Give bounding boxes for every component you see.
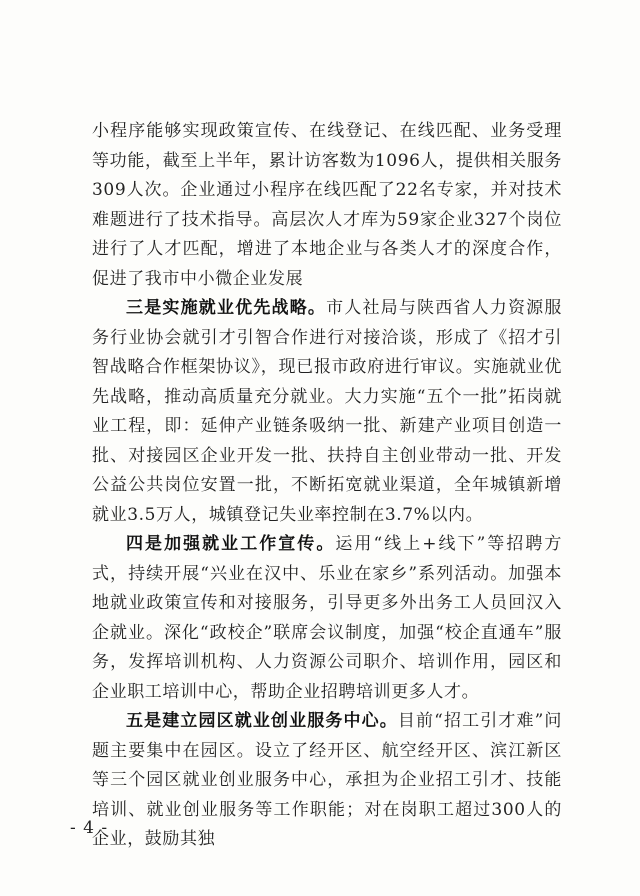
paragraph-employment-publicity xyxy=(92,530,562,707)
page-number: - 4 - xyxy=(70,818,109,838)
section-lead-employment-publicity: 四是加强就业工作宣传。 xyxy=(126,534,336,554)
section-lead-employment-priority: 三是实施就业优先战略。 xyxy=(126,298,327,318)
section-lead-park-service-center: 五是建立园区就业创业服务中心。 xyxy=(126,711,398,731)
section-body-employment-publicity: 运用“线上+线下”等招聘方式，持续开展“兴业在汉中、乐业在家乡”系列活动。加强本地就业政策宣传和对接服务，引导更多外出务工人员回汉入企就业。深化“政校企”联席会议制度，加强“校企直通车”服务，发挥培训机构、人力资源公司职介、培训作用，园区和企业职工培训中心，帮助企业招聘培训更多人才。 xyxy=(92,534,562,702)
body-text xyxy=(92,117,562,855)
section-body-park-service-center: 目前“招工引才难”问题主要集中在园区。设立了经开区、航空经开区、滨江新区等三个园区就业创业服务中心，承担为企业招工引才、技能培训、就业创业服务等工作职能；对在岗职工超过300人的企业，鼓励其独 xyxy=(92,711,563,849)
paragraph-employment-priority xyxy=(92,294,562,530)
paragraph-park-service-center xyxy=(92,707,562,855)
section-body-employment-priority: 市人社局与陕西省人力资源服务行业协会就引才引智合作进行对接洽谈，形成了《招才引智战略合作框架协议》，现已报市政府进行审议。实施就业优先战略，推动高质量充分就业。大力实施“五个一批”拓岗就业工程，即：延伸产业链条吸纳一批、新建产业项目创造一批、对接园区企业开发一批、扶持自主创业带动一批、开发公益公共岗位安置一批，不断拓宽就业渠道，全年城镇新增就业3.5万人，城镇登记失业率控制在3.7%以内。 xyxy=(92,298,562,525)
paragraph-mini-program: 小程序能够实现政策宣传、在线登记、在线匹配、业务受理等功能，截至上半年，累计访客数为1096人，提供相关服务309人次。企业通过小程序在线匹配了22名专家，并对技术难题进行了技术指导。高层次人才库为59家企业327个岗位进行了人才匹配，增进了本地企业与各类人才的深度合作，促进了我市中小微企业发展 xyxy=(92,121,562,289)
